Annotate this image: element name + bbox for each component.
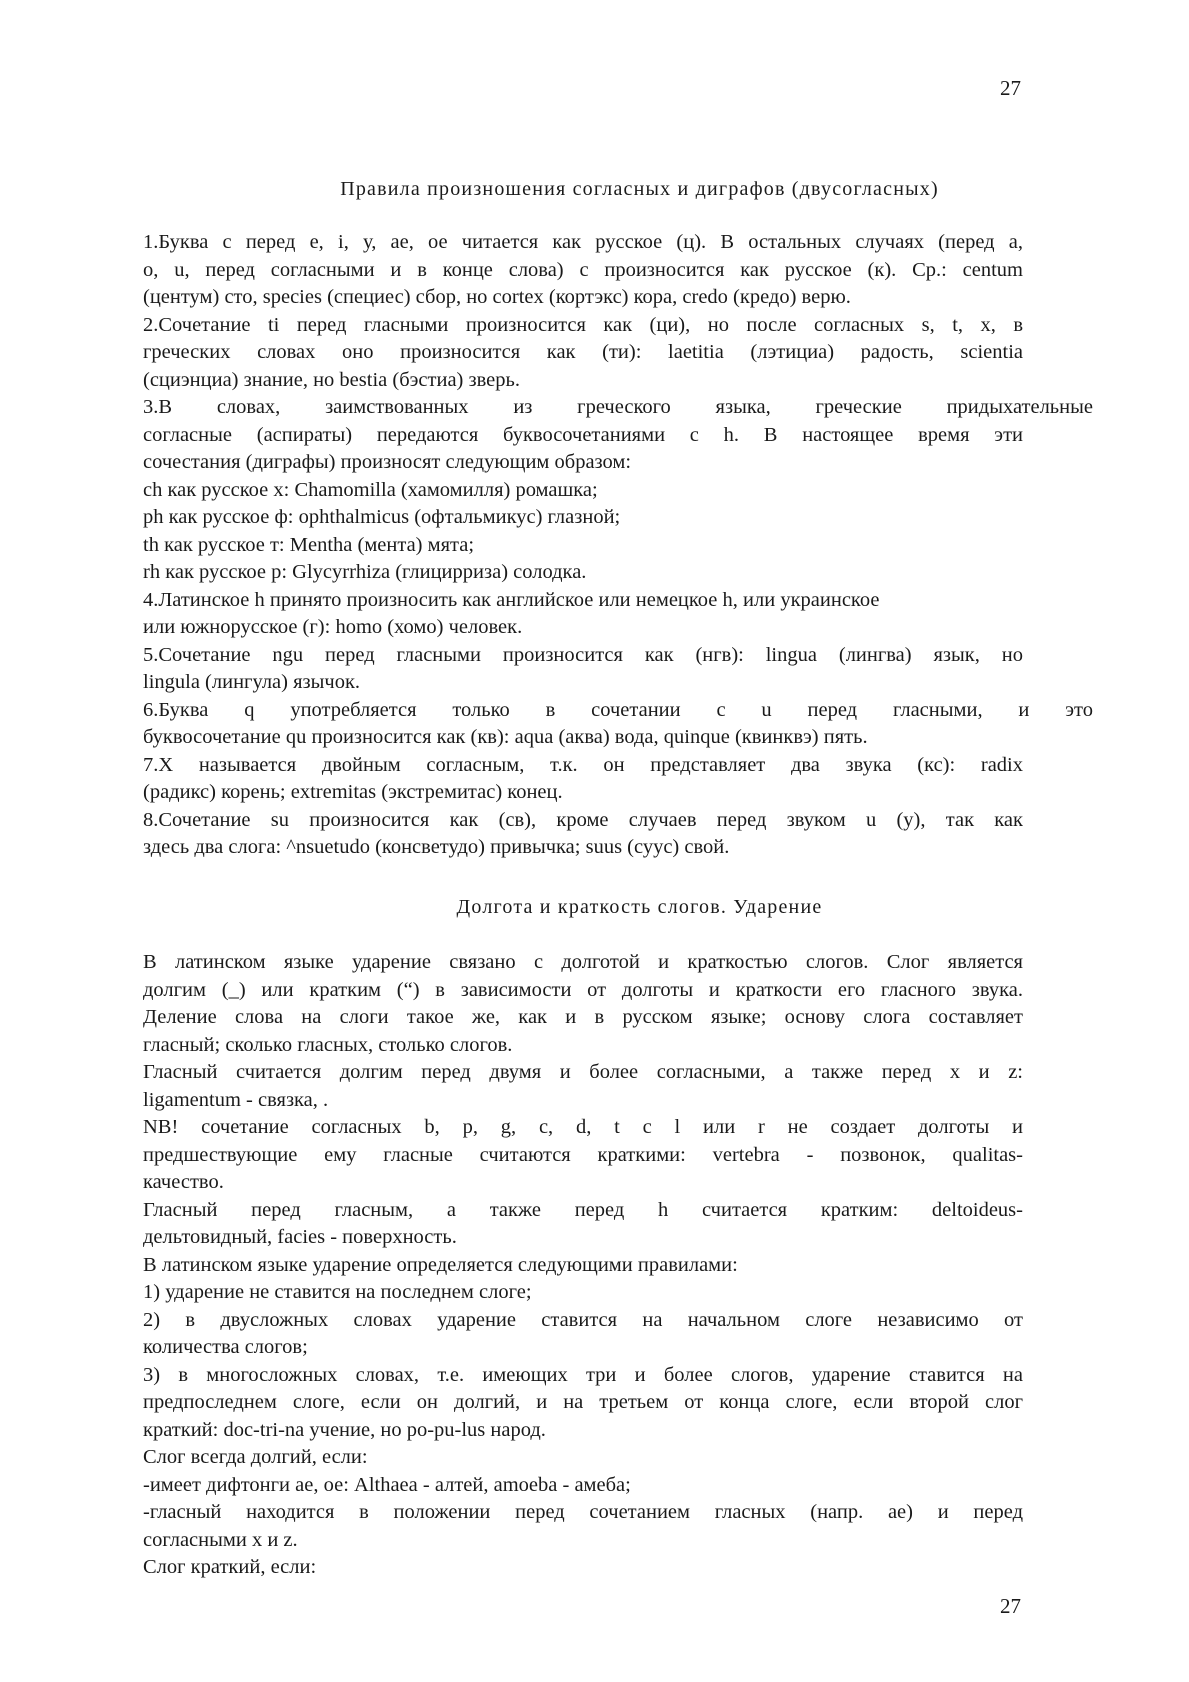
section-title-consonants: Правила произношения согласных и диграфов (двусогласных) [340,178,939,200]
text-line: th как русское т: Mentha (мента) мята; [143,533,475,556]
text-line: согласные (аспираты) передаются буквосочетаниями с h. В настоящее время эти [143,423,1023,446]
text-line: 5.Сочетание ngu перед гласными произносится как (нгв): lingua (лингва) язык, но [143,643,1023,666]
text-line: lingula (лингула) язычок. [143,671,361,693]
section-body-consonants [143,229,1093,862]
text-line: о, u, перед согласными и в конце слова) с произносится как русское (к). Ср.: centum [143,258,1023,281]
text-line: (сциэнциа) знание, но bestia (бэстиа) зверь. [143,368,520,391]
page-number-bottom: 27 [1000,1594,1021,1618]
text-line: ligamentum - связка, . [143,1088,329,1111]
text-line: 1.Буква с перед е, i, у, ае, ое читается как русское (ц). В остальных случаях (перед а, [143,231,1023,253]
text-line: 6.Буква q употребляется только в сочетании с u перед гласными, и это [143,698,1093,721]
text-line: Гласный перед гласным, а также перед h считается кратким: deltoideus- [143,1198,1023,1221]
section-title-syllables: Долгота и краткость слогов. Ударение [456,896,823,918]
text-line: -гласный находится в положении перед сочетанием гласных (напр. ae) и перед [143,1501,1023,1523]
text-line: предшествующие ему гласные считаются краткими: vertebra - позвонок, qualitas- [143,1143,1023,1166]
text-line: 2.Сочетание ti перед гласными произносится как (ци), но после согласных s, t, x, в [143,313,1023,336]
text-line: 1) ударение не ставится на последнем слоге; [143,1281,532,1303]
text-line: Деление слова на слоги такое же, как и в русском языке; основу слога составляет [143,1006,1023,1028]
page-number-top: 27 [1000,76,1021,100]
text-line: или южнорусское (г): homo (хомо) человек. [143,616,523,638]
text-line: греческих словах оно произносится как (ти): laetitia (лэтициа) радость, scientia [143,341,1023,363]
text-line: долгим (_) или кратким (“) в зависимости от долготы и краткости его гласного звука. [143,978,1023,1001]
text-line: Слог краткий, если: [143,1556,317,1578]
text-line: согласными х и z. [143,1528,298,1551]
text-line: предпоследнем слоге, если он долгий, и на третьем от конца слоге, если второй слог [143,1391,1023,1413]
text-line: краткий: doc-tri-na учение, но po-pu-lus народ. [143,1418,546,1441]
text-line: здесь два слога: ^nsuetudo (консветудо) привычка; suus (суус) свой. [143,836,730,858]
text-line: сочестания (диграфы) произносят следующим образом: [143,451,632,473]
text-line: 3.В словах, заимствованных из греческого языка, греческие придыхательные [143,396,1093,418]
text-line: Слог всегда долгий, если: [143,1446,368,1468]
text-line: NB! сочетание согласных b, p, g, c, d, t с l или r не создает долготы и [143,1116,1023,1138]
text-line: 8.Сочетание su произносится как (св), кроме случаев перед звуком u (у), так как [143,808,1023,831]
text-line: Гласный считается долгим перед двумя и более согласными, а также перед x и z: [143,1061,1023,1083]
text-line: -имеет дифтонги ае, ое: Althaea - алтей, amoeba - амеба; [143,1473,631,1496]
section-body-syllables [143,949,1023,1582]
text-line: гласный; сколько гласных, столько слогов. [143,1033,513,1056]
text-line: ph как русское ф: ophthalmicus (офтальмикус) глазной; [143,506,621,528]
text-line: В латинском языке ударение определяется следующими правилами: [143,1253,738,1276]
text-line: качество. [143,1171,224,1193]
text-line: (радикс) корень; extremitas (экстремитас) конец. [143,781,563,803]
text-line: (центум) сто, species (специес) сбор, но cortex (кортэкс) кора, credo (кредо) верю. [143,286,851,308]
text-line: rh как русское р: Glycyrrhiza (глицирриза) солодка. [143,561,587,583]
text-line: 2) в двусложных словах ударение ставится на начальном слоге независимо от [143,1308,1023,1331]
text-line: 4.Латинское h принято произносить как английское или немецкое h, или украинское [143,588,880,611]
text-line: буквосочетание qu произносится как (кв): aqua (аква) вода, quinque (квинквэ) пять. [143,726,868,748]
text-line: В латинском языке ударение связано с долготой и краткостью слогов. Слог является [143,951,1023,973]
text-line: 3) в многосложных словах, т.е. имеющих три и более слогов, ударение ставится на [143,1363,1023,1386]
text-line: количества слогов; [143,1336,308,1358]
text-line: 7.Х называется двойным согласным, т.к. он представляет два звука (кс): radix [143,753,1023,776]
text-line: дельтовидный, facies - поверхность. [143,1226,457,1248]
text-line: ch как русское х: Chamomilla (хамомилля) ромашка; [143,478,598,501]
